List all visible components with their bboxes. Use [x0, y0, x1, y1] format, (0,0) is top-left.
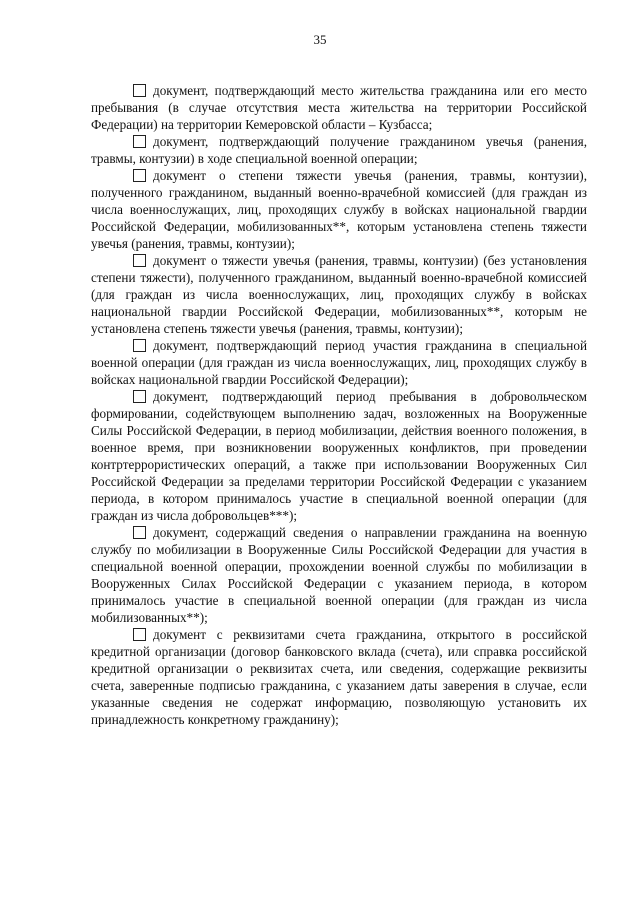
- page-number: 35: [313, 32, 327, 47]
- item-text: документ, подтверждающий период участия гражданина в специальной военной операции (для граждан из числа военнослужащих, лиц, проходящих службу в войсках национальной гвардии Российской Федерации);: [91, 338, 587, 387]
- item-text: документ о тяжести увечья (ранения, травмы, контузии) (без установления степени тяжести), полученного гражданином, выданный военно-врачебной комиссией (для граждан из числа военнослужащих, лиц, проходящих службу в войсках национальной гвардии Российской Федерации, мобилизованных**, которым не установлена степень тяжести увечья (ранения, травмы, контузии);: [91, 253, 587, 336]
- item-text: документ, подтверждающий период пребывания в добровольческом формировании, содействующем выполнению задач, возложенных на Вооруженные Силы Российской Федерации, в период мобилизации, действия военного положения, в военное время, при возникновении вооруженных конфликтов, при проведении контртеррористических операций, а также при использовании Вооруженных Сил Российской Федерации за пределами территории Российской Федерации с указанием периода, в котором принималось участие в специальной военной операции (для граждан из числа добровольцев***);: [91, 389, 587, 523]
- checkbox[interactable]: [133, 254, 146, 267]
- list-item: [91, 626, 587, 728]
- list-item: [91, 133, 587, 167]
- checkbox[interactable]: [133, 135, 146, 148]
- item-text: документ, подтверждающий получение гражданином увечья (ранения, травмы, контузии) в ходе специальной военной операции;: [91, 134, 587, 166]
- item-text: документ о степени тяжести увечья (ранения, травмы, контузии), полученного гражданином, выданный военно-врачебной комиссией (для граждан из числа военнослужащих, лиц, проходящих службу в войсках национальной гвардии Российской Федерации, мобилизованных**, которым установлена степень тяжести увечья (ранения, травмы, контузии);: [91, 168, 587, 251]
- item-text: документ, содержащий сведения о направлении гражданина на военную службу по мобилизации в Вооруженные Силы Российской Федерации для участия в специальной военной операции, прохождении военной службы по мобилизации в Вооруженных Силах Российской Федерации с указанием периода, в котором принималось участие в специальной военной операции (для граждан из числа мобилизованных**);: [91, 525, 587, 625]
- checkbox[interactable]: [133, 526, 146, 539]
- checkbox[interactable]: [133, 169, 146, 182]
- item-text: документ с реквизитами счета гражданина, открытого в российской кредитной организации (договор банковского вклада (счета), или справка российской кредитной организации о реквизитах счета, или сведения, содержащие реквизиты счета, заверенные подписью гражданина, с указанием даты заверения в случае, если указанные сведения не содержат информацию, позволяющую установить их принадлежность конкретному гражданину);: [91, 627, 587, 727]
- list-item: [91, 388, 587, 524]
- checkbox[interactable]: [133, 390, 146, 403]
- checkbox[interactable]: [133, 339, 146, 352]
- checkbox[interactable]: [133, 84, 146, 97]
- list-item: [91, 524, 587, 626]
- list-item: [91, 337, 587, 388]
- list-item: [91, 167, 587, 252]
- list-item: [91, 252, 587, 337]
- list-item: [91, 82, 587, 133]
- document-list: [91, 82, 587, 728]
- checkbox[interactable]: [133, 628, 146, 641]
- item-text: документ, подтверждающий место жительства гражданина или его место пребывания (в случае отсутствия места жительства на территории Российской Федерации) на территории Кемеровской области – Кузбасса;: [91, 83, 587, 132]
